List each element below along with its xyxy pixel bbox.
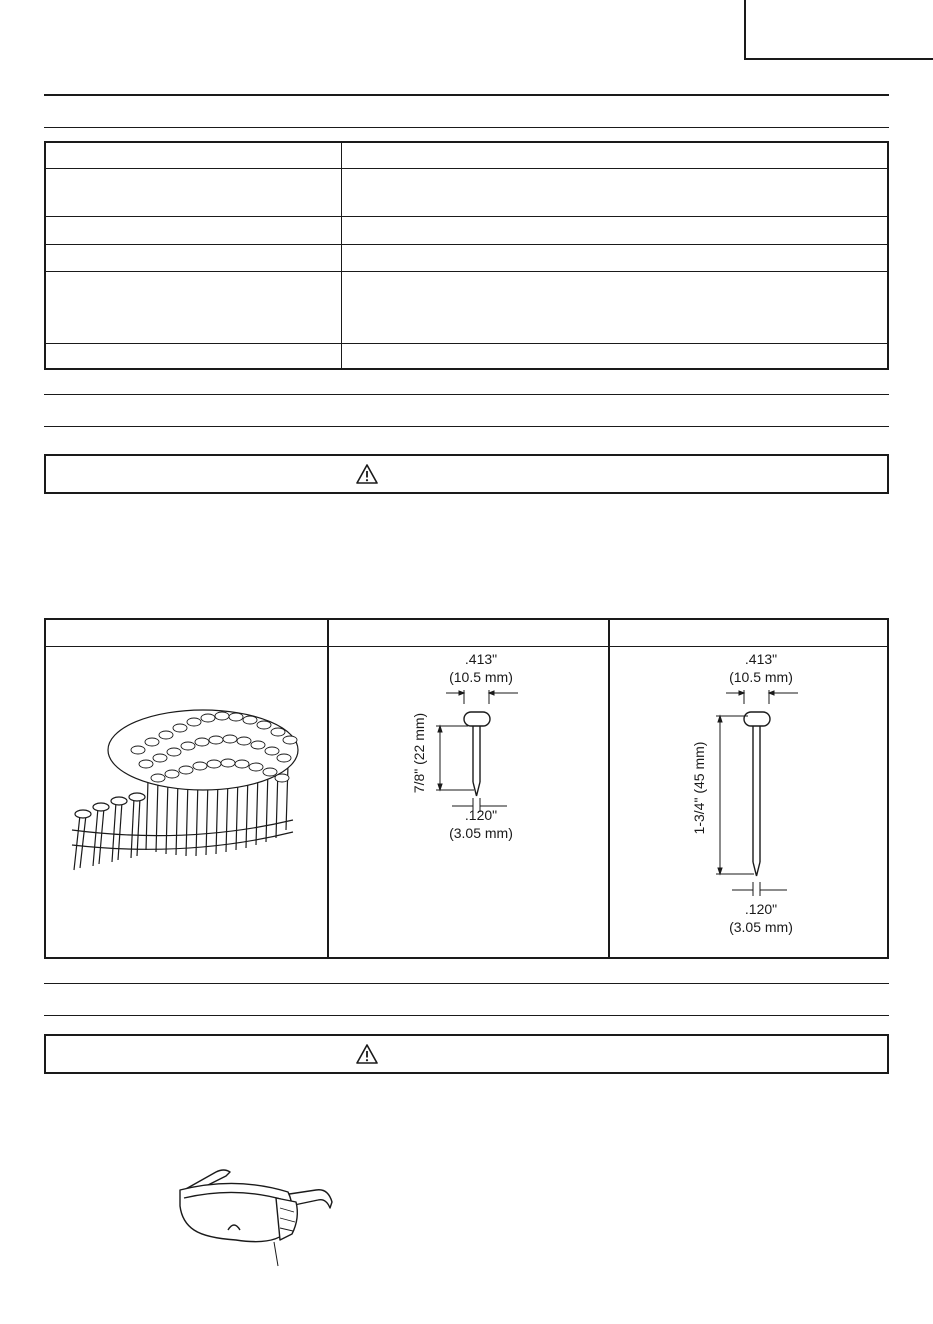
section-rule-top	[44, 94, 889, 96]
warning-triangle-icon	[356, 1044, 378, 1064]
section-rule	[44, 1015, 889, 1016]
table-row	[46, 271, 887, 272]
nail-coil-illustration	[68, 680, 318, 880]
nail-long-diagram	[698, 690, 808, 890]
table-row	[46, 216, 887, 217]
section-rule	[44, 394, 889, 395]
table-column-divider	[608, 620, 610, 957]
safety-goggles-illustration	[176, 1168, 338, 1268]
section-rule	[44, 983, 889, 984]
section-rule	[44, 426, 889, 427]
short-length-label: 7/8" (22 mm)	[411, 712, 427, 794]
warning-triangle-icon	[356, 464, 378, 484]
short-shank-label: .120" (3.05 mm)	[449, 807, 513, 841]
language-tab	[744, 0, 933, 60]
long-shank-label: .120" (3.05 mm)	[729, 901, 793, 935]
table-row	[46, 244, 887, 245]
nail-short-diagram	[418, 690, 528, 800]
table-row	[46, 168, 887, 169]
table-column-divider	[327, 620, 329, 957]
table-header-divider	[46, 646, 887, 647]
table-column-divider	[341, 143, 342, 368]
warning-box	[44, 454, 889, 494]
short-head-width-label: .413" (10.5 mm)	[449, 651, 513, 685]
long-shank-dimension	[732, 882, 802, 896]
section-rule	[44, 127, 889, 128]
long-length-label: 1-3/4" (45 mm)	[691, 741, 707, 835]
long-head-width-label: .413" (10.5 mm)	[729, 651, 793, 685]
warning-box	[44, 1034, 889, 1074]
specifications-table	[44, 141, 889, 370]
nails-table	[44, 618, 889, 959]
table-row	[46, 343, 887, 344]
